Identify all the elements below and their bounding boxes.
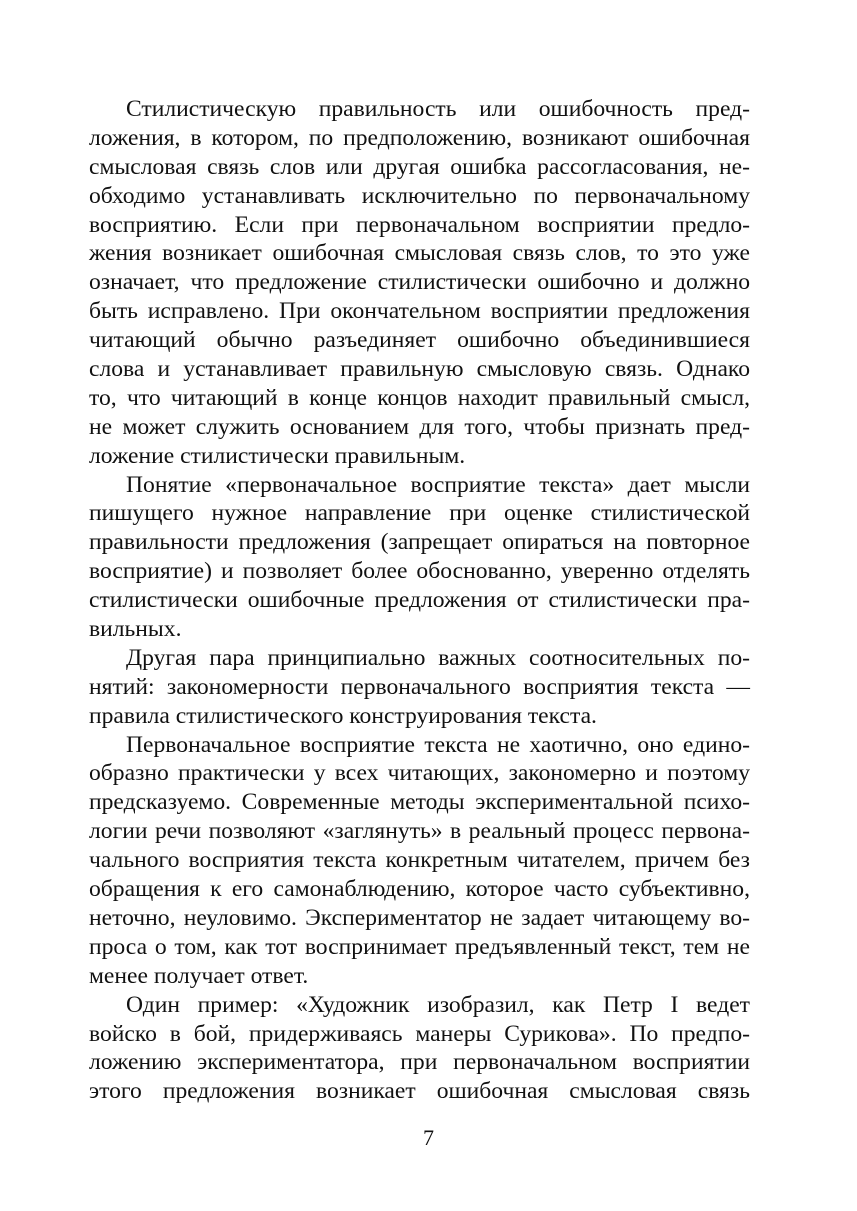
text-line: неточно, неуловимо. Экспериментатор не задает читающему во- [89,904,750,931]
text-line: Стилистическую правильность или ошибочность пред- [126,96,750,122]
text-line: обходимо устанавливать исключительно по первоначальному [89,182,750,209]
text-line: обращения к его самонаблюдению, которое часто субъективно, [89,876,750,903]
text-line: вильных. [89,616,182,643]
text-line: восприятие) и позволяет более обоснованно, уверенно отделять [89,558,750,585]
text-line: быть исправлено. При окончательном восприятии предложения [89,298,750,325]
paragraph [89,644,750,731]
text-line: читающий обычно разъединяет ошибочно объединившиеся [89,327,750,354]
page-body [89,95,750,1106]
text-line: проса о том, как тот воспринимает предъявленный текст, тем не [89,933,750,960]
text-line: правила стилистического конструирования текста. [89,702,597,729]
text-line: нятий: закономерности первоначального восприятия текста — [89,673,750,700]
text-line: правильности предложения (запрещает опираться на повторное [89,529,750,556]
text-line: пишущего нужное направление при оценке стилистической [89,500,750,527]
text-line: Понятие «первоначальное восприятие текста» дает мысли [126,471,750,498]
text-line: смысловая связь слов или другая ошибка рассогласования, не- [89,153,750,180]
text-line: не может служить основанием для того, чтобы признать пред- [89,413,750,440]
text-line: Один пример: «Художник изобразил, как Петр I ведет [126,991,750,1018]
paragraph [89,991,750,1107]
paragraph [89,95,750,471]
text-line: слова и устанавливает правильную смысловую связь. Однако [89,356,750,383]
text-line: то, что читающий в конце концов находит правильный смысл, [89,384,750,411]
text-line: Другая пара принципиально важных соотносительных по- [126,644,750,671]
text-line: жения возникает ошибочная смысловая связь слов, то это уже [89,240,750,267]
text-line: предсказуемо. Современные методы экспериментальной психо- [89,789,750,816]
text-line: ложения, в котором, по предположению, возникают ошибочная [89,124,750,151]
text-line: стилистически ошибочные предложения от стилистически пра- [89,587,750,614]
text-line: чального восприятия текста конкретным читателем, причем без [89,847,750,874]
text-line: означает, что предложение стилистически ошибочно и должно [89,269,750,296]
text-line: ложение стилистически правильным. [89,442,466,469]
text-line: Первоначальное восприятие текста не хаотично, оно едино- [126,731,750,758]
paragraph [89,471,750,644]
text-line: образно практически у всех читающих, закономерно и поэтому [89,760,750,787]
text-line: войско в бой, придерживаясь манеры Сурикова». По предпо- [89,1020,750,1047]
paragraph [89,731,750,991]
text-line: ложению экспериментатора, при первоначальном восприятии [89,1049,750,1076]
text-line: менее получает ответ. [89,962,309,989]
text-line: этого предложения возникает ошибочная смысловая связь [89,1078,750,1105]
page-number: 7 [423,1125,434,1150]
text-line: логии речи позволяют «заглянуть» в реальный процесс первона- [89,818,750,845]
text-line: восприятию. Если при первоначальном восприятии предло- [89,211,750,238]
